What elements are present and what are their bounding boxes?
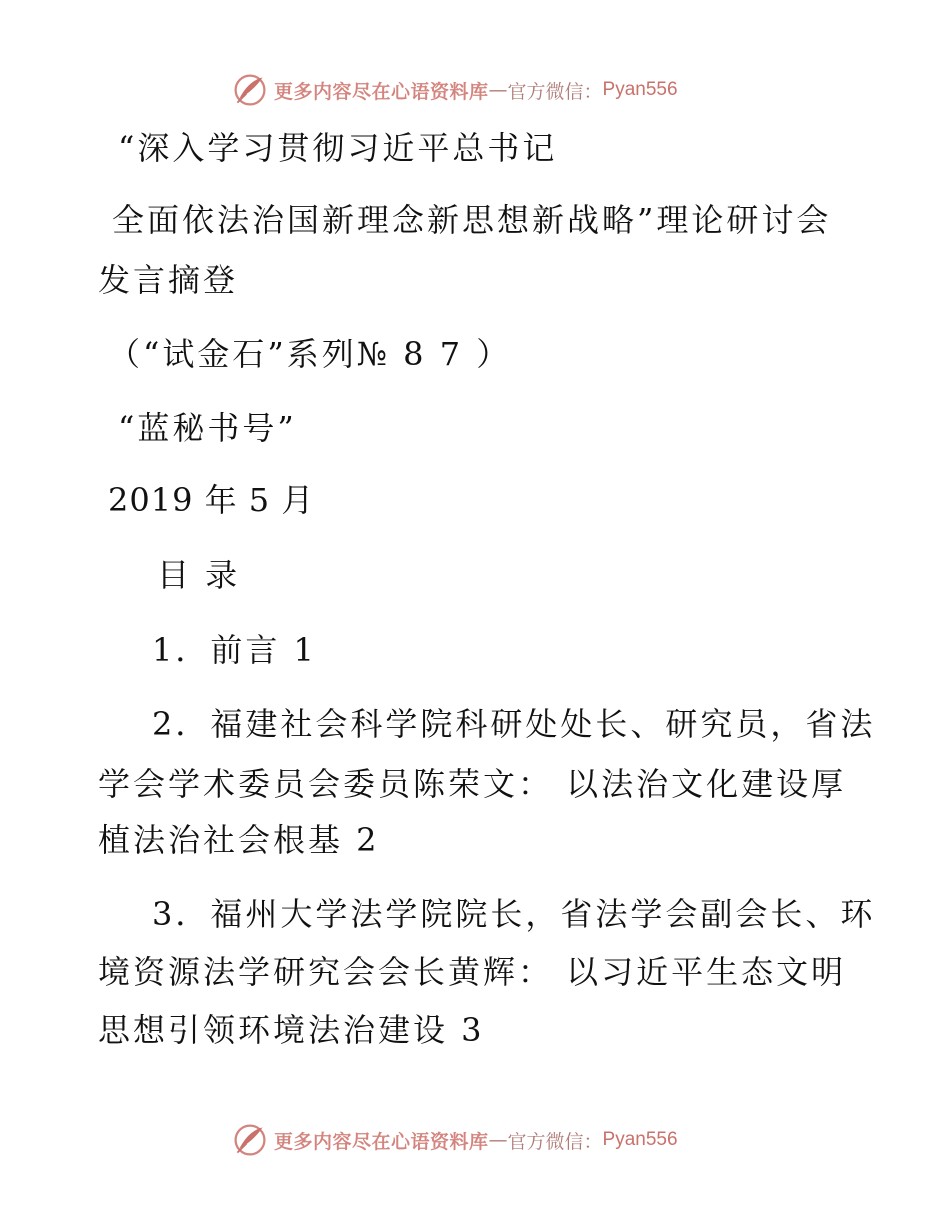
title-line-3: 发言摘登 <box>98 261 239 299</box>
series-number: （“试金石”系列№ 8 7 ） <box>108 335 512 373</box>
publish-date: 2019 年 5 月 <box>108 481 315 519</box>
watermark-dash: — <box>488 79 508 101</box>
title-line-1: “深入学习贯彻习近平总书记 <box>118 129 558 167</box>
watermark-dash: — <box>488 1129 508 1151</box>
watermark-main-text: 更多内容尽在心语资料库 <box>274 80 489 103</box>
watermark-footer <box>232 1120 678 1160</box>
publisher-name: “蓝秘书号” <box>118 409 297 447</box>
watermark-wechat-id: Pyan556 <box>602 79 678 100</box>
toc-item-3-line-3[interactable]: 思想引领环境法治建设 3 <box>98 1011 485 1049</box>
toc-item-3-line-1[interactable]: 3．福州大学法学院院长，省法学会副会长、环 <box>152 895 876 933</box>
toc-heading: 目 录 <box>157 556 241 594</box>
watermark-sub-text: 官方微信： <box>507 1130 603 1153</box>
watermark-sub-text: 官方微信： <box>507 80 603 103</box>
toc-item-2-line-1[interactable]: 2．福建社会科学院科研处处长、研究员，省法 <box>152 705 876 743</box>
toc-item-2-line-3[interactable]: 植法治社会根基 2 <box>98 821 380 859</box>
watermark-header <box>232 70 678 110</box>
watermark-wechat-id: Pyan556 <box>602 1129 678 1150</box>
toc-item-3-line-2[interactable]: 境资源法学研究会会长黄辉： 以习近平生态文明 <box>98 953 847 991</box>
toc-item-1[interactable]: 1．前言 1 <box>152 631 317 669</box>
feather-quill-logo-icon <box>232 1122 268 1158</box>
watermark-main-text: 更多内容尽在心语资料库 <box>274 1130 489 1153</box>
title-line-2: 全面依法治国新理念新思想新战略”理论研讨会 <box>112 201 832 239</box>
feather-quill-logo-icon <box>232 72 268 108</box>
toc-item-2-line-2[interactable]: 学会学术委员会委员陈荣文： 以法治文化建设厚 <box>98 765 847 803</box>
